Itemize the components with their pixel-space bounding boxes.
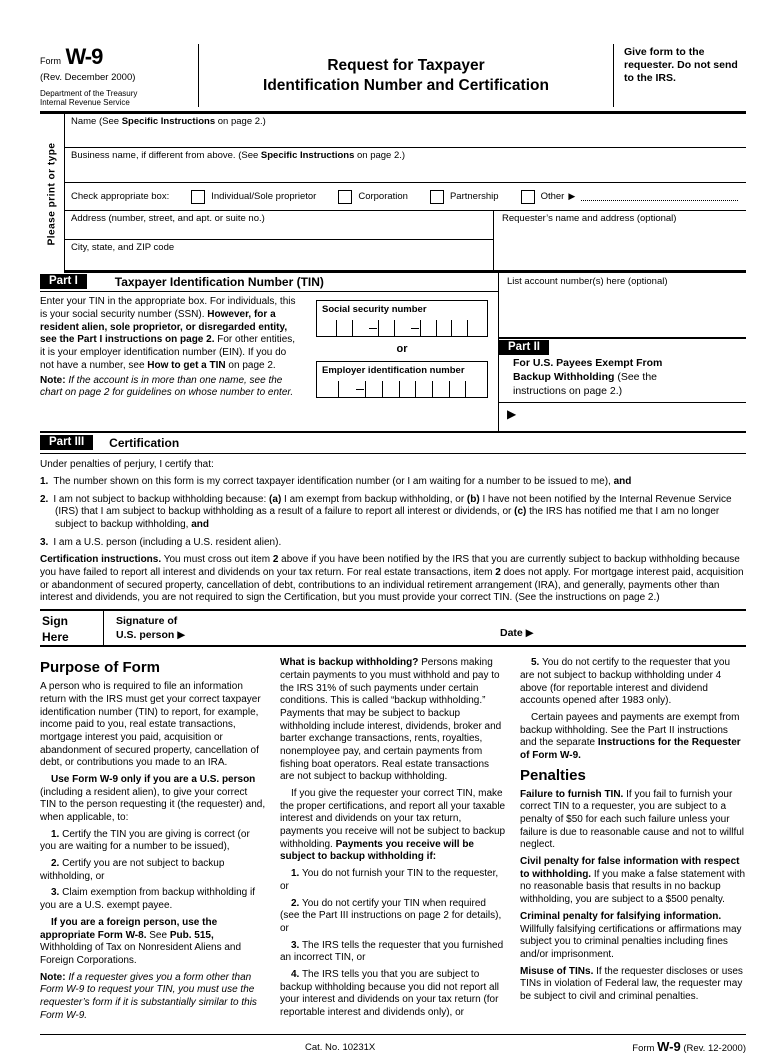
tin-digit-cell[interactable]: [415, 381, 432, 397]
checkbox-individual[interactable]: Individual/Sole proprietor: [191, 190, 316, 204]
tin-digit-cell[interactable]: [465, 381, 482, 397]
tin-digit-cell[interactable]: [322, 320, 336, 336]
other-entry-line[interactable]: [581, 190, 738, 201]
tin-digit-cell[interactable]: [436, 320, 451, 336]
tin-group-separator: [409, 316, 420, 336]
penalties-heading: Penalties: [520, 766, 586, 784]
tin-digit-cell[interactable]: [399, 381, 416, 397]
requester-field[interactable]: [493, 211, 746, 270]
paragraph: 3. Claim exemption from backup withholding if you are a U.S. exempt payee.: [40, 887, 255, 912]
tin-group-separator: [367, 316, 378, 336]
tin-digit-cell[interactable]: [432, 381, 449, 397]
paragraph: Use Form W-9 only if you are a U.S. person (including a resident alien), to give your correct TIN to the person requesting it (the requester) and, when applicable, to:: [40, 773, 266, 824]
form-revision: (Rev. December 2000): [40, 72, 136, 83]
form-title: [198, 44, 614, 107]
checkbox-individual-box[interactable]: [191, 190, 205, 204]
tin-entry-column: [302, 296, 498, 404]
tin-digit-cell[interactable]: [338, 381, 355, 397]
tin-digit-cell[interactable]: [467, 320, 482, 336]
part1-body: [40, 292, 498, 404]
tin-digit-cell[interactable]: [449, 381, 466, 397]
part3-title: Certification: [109, 435, 180, 450]
paragraph: Note: If a requester gives you a form other than Form W-9 to request your TIN, you must use the requester’s form if it is substantially similar to this Form W-9.: [40, 971, 257, 1021]
other-arrow-icon: ▶: [568, 191, 576, 202]
part2-header: [499, 337, 746, 355]
paragraph: Criminal penalty for falsifying information. Willfully falsifying certifications or affirmations may subject you to criminal penalties including fines and/or imprisonment.: [520, 910, 742, 960]
checkbox-other[interactable]: Other ▶: [521, 190, 576, 204]
requester-field-label: Requester’s name and address (optional): [502, 213, 677, 225]
please-print-label: Please print or type: [46, 142, 58, 246]
tin-digit-cell[interactable]: [451, 320, 466, 336]
part1-title: Taxpayer Identification Number (TIN): [114, 274, 324, 289]
certification-item-3: 3. I am a U.S. person (including a U.S. resident alien).: [40, 536, 282, 548]
part1-section: [40, 273, 746, 433]
part1-left: [40, 273, 498, 431]
catalog-number: Cat. No. 10231X: [305, 1042, 376, 1054]
paragraph: If you are a foreign person, use the appropriate Form W-8. See Pub. 515, Withholding of Tax on Nonresident Aliens and Foreign Corporations.: [40, 916, 242, 966]
checkbox-prompt: Check appropriate box:: [71, 191, 170, 203]
checkbox-partnership[interactable]: Partnership: [430, 190, 499, 204]
checkbox-other-box[interactable]: [521, 190, 535, 204]
ein-cells[interactable]: [322, 377, 482, 397]
part2-title: For U.S. Payees Exempt From Backup Withholding (See the instructions on page 2.): [513, 357, 663, 397]
date-field[interactable]: Date ▶: [500, 627, 534, 640]
form-number: W-9: [65, 44, 103, 69]
instructions-columns: [40, 657, 746, 1026]
tin-digit-cell[interactable]: [322, 381, 338, 397]
tin-group-separator: [354, 377, 365, 397]
certification-intro: Under penalties of perjury, I certify that:: [40, 459, 214, 471]
ein-label: Employer identification number: [322, 365, 465, 377]
paragraph: 2. You do not certify your TIN when required (see the Part III instructions on page 2 for details), or: [280, 897, 502, 934]
address-field-label: Address (number, street, and apt. or suite no.): [71, 213, 265, 225]
agency-lines: Department of the Treasury Internal Revenue Service: [40, 89, 138, 108]
certification-item-2: 2. I am not subject to backup withholding because: (a) I am exempt from backup withholding, or (b) I have not been notified by the Internal Revenue Service (IRS) that I am subject to backup withholding as a result of a failure to report all interest or dividends, or (c) the IRS has notified me that I am no longer subject to backup withholding, and: [40, 493, 732, 531]
signature-section: [40, 609, 746, 647]
purpose-heading: Purpose of Form: [40, 659, 161, 677]
page-footer: [40, 1034, 746, 1061]
title-line-2: Identification Number and Certification: [263, 76, 549, 94]
tin-instructions: Enter your TIN in the appropriate box. For individuals, this is your social security number (SSN). However, for a resident alien, sole proprietor, or disregarded entity, see the Part I instructions on page 2. For other entities, it is your employer identification number (EIN). If you do not have a number, see How to get a TIN on page 2.: [40, 296, 296, 371]
paragraph: 1. You do not furnish your TIN to the requester, or: [280, 868, 499, 892]
footer-form-reference: Form W-9 (Rev. 12-2000): [632, 1039, 746, 1055]
checkbox-corporation[interactable]: Corporation: [338, 190, 408, 204]
signature-label-line1: Signature of: [116, 615, 178, 628]
column-purpose: [40, 657, 266, 1026]
paragraph: A person who is required to file an information return with the IRS must get your correct taxpayer identification number (TIN) to report, for example, income paid to you, real estate transactions, mortgage interest you paid, acquisition or abandonment of secured property, cancellation of debt, or contributions you made to an IRA.: [40, 681, 261, 769]
ein-box[interactable]: [316, 361, 488, 398]
entry-fields-section: [40, 114, 746, 273]
paragraph: If you give the requester your correct TIN, make the proper certifications, and report all your taxable interest and dividends on your tax return, payments you receive will not be subject to backup withholding. Payments you receive will be subject to backup withholding if:: [280, 788, 506, 863]
paragraph: 1. Certify the TIN you are giving is correct (or you are waiting for a number to be issued),: [40, 828, 250, 853]
form-identity: [40, 44, 198, 107]
paragraph: Failure to furnish TIN. If you fail to furnish your correct TIN to a requester, you are subject to a penalty of $50 for each such failure unless your failure is due to reasonable cause and not to willful neglect.: [520, 788, 745, 851]
paragraph: Certain payees and payments are exempt from backup withholding. See the Part II instructions and the separate Instructions for the Requester of Form W-9.: [520, 711, 741, 761]
part2-column: [498, 273, 746, 431]
tin-digit-cell[interactable]: [394, 320, 409, 336]
city-state-zip-field[interactable]: [65, 240, 493, 270]
column-penalties: [520, 657, 746, 1026]
part1-chip: Part I: [40, 274, 87, 289]
checkbox-corporation-box[interactable]: [338, 190, 352, 204]
part3-section: [40, 433, 746, 605]
name-field-label: Name (See Specific Instructions on page 2.): [71, 116, 266, 128]
address-requester-block: [65, 211, 746, 273]
paragraph: 5. You do not certify to the requester that you are not subject to backup withholding under 4 above (for reportable interest and dividend accounts opened after 1983 only).: [520, 657, 731, 707]
paragraph: What is backup withholding? Persons making certain payments to you must withhold and pay to the IRS 31% of such payments under certain conditions. This is called “backup withholding.” Payments that may be subject to backup withholding include interest, dividends, broker and barter exchange transactions, rents, royalties, nonemployee pay, and certain payments from fishing boat operators. Real estate transactions are not subject to backup withholding.: [280, 657, 502, 783]
part1-header: [40, 273, 498, 292]
name-field[interactable]: [65, 114, 746, 148]
tin-digit-cell[interactable]: [336, 320, 351, 336]
tin-note: Note: If the account is in more than one name, see the chart on page 2 for guidelines on whose number to enter.: [40, 374, 294, 399]
column-backup-withholding: [280, 657, 506, 1026]
checkbox-group: [169, 190, 740, 204]
part1-instructions: [40, 296, 302, 404]
paragraph: 2. Certify you are not subject to backup withholding, or: [40, 858, 225, 882]
form-header: [40, 44, 746, 114]
certification-item-1: 1. The number shown on this form is my correct taxpayer identification number (or I am waiting for a number to be issued to me), and: [40, 475, 632, 487]
signature-field[interactable]: [104, 611, 746, 645]
paragraph: 3. The IRS tells the requester that you furnished an incorrect TIN, or: [280, 939, 504, 964]
paragraph: 4. The IRS tells you that you are subject to backup withholding because you did not report all your interest and dividends on your tax return (for reportable interest and dividends only), or: [280, 968, 500, 1019]
entity-type-row: [65, 183, 746, 211]
tin-digit-cell[interactable]: [378, 320, 393, 336]
part2-entry-area[interactable]: [499, 402, 746, 431]
ssn-box[interactable]: [316, 300, 488, 337]
tin-digit-cell[interactable]: [352, 320, 367, 336]
form-word: Form: [40, 56, 61, 66]
part3-body: [40, 454, 746, 605]
part3-header: [40, 433, 746, 454]
city-field-label: City, state, and ZIP code: [71, 242, 175, 254]
signature-label-line2: U.S. person ▶: [116, 629, 186, 642]
title-line-1: Request for Taxpayer: [327, 56, 485, 74]
give-form-note: Give form to the requester. Do not send to the IRS.: [624, 46, 738, 85]
ssn-label: Social security number: [322, 304, 427, 316]
part2-arrow-icon: ▶: [507, 407, 517, 422]
list-account-field[interactable]: [499, 273, 746, 337]
address-field[interactable]: [65, 211, 493, 240]
business-name-label: Business name, if different from above. (See Specific Instructions on page 2.): [71, 150, 406, 162]
address-column: [65, 211, 493, 270]
fields-table: [64, 114, 746, 273]
paragraph: Civil penalty for false information with respect to withholding. If you make a false statement with no reasonable basis that results in no backup withholding, you are subject to a $500 penalty.: [520, 856, 746, 906]
ssn-cells[interactable]: [322, 316, 482, 336]
part2-chip: Part II: [499, 340, 549, 355]
tin-digit-cell[interactable]: [382, 381, 399, 397]
sign-here-label: Sign Here: [40, 611, 104, 645]
list-account-label: List account number(s) here (optional): [507, 276, 668, 288]
or-word: or: [396, 343, 408, 356]
business-name-field[interactable]: [65, 148, 746, 183]
tin-digit-cell[interactable]: [365, 381, 382, 397]
checkbox-partnership-box[interactable]: [430, 190, 444, 204]
paragraph: Misuse of TINs. If the requester discloses or uses TINs in violation of Federal law, the requester may be subject to civil and criminal penalties.: [520, 965, 743, 1002]
tin-digit-cell[interactable]: [420, 320, 435, 336]
part3-chip: Part III: [40, 435, 93, 450]
certification-instructions: Certification instructions. You must cross out item 2 above if you have been notified by the IRS that you are currently subject to backup withholding because you have failed to report all interest and dividends on your tax return. For real estate transactions, item 2 does not apply. For mortgage interest paid, acquisition or abandonment of secured property, cancellation of debt, contributions to an individual retirement arrangement (IRA), and generally, payments other than interest and dividends, you are not required to sign the Certification, but you must provide your correct TIN. (See the instructions on page 2.): [40, 554, 744, 604]
